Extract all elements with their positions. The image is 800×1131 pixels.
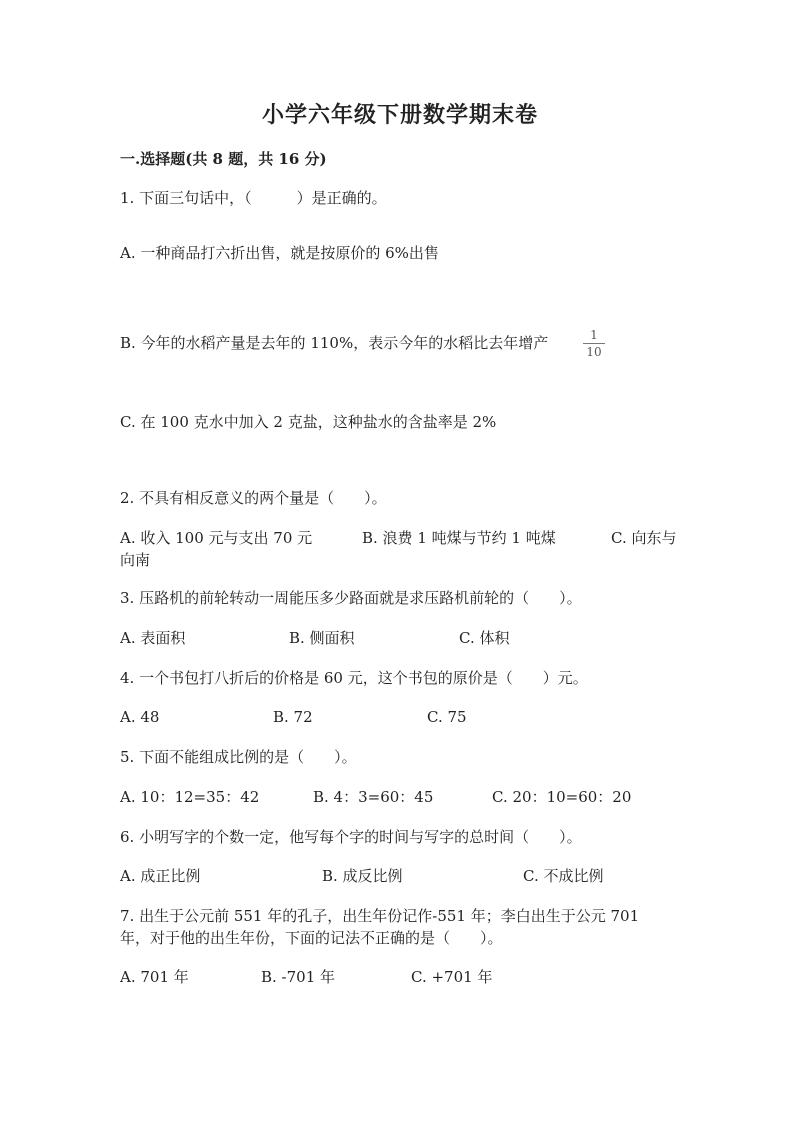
question-6-option-a: A. 成正比例: [120, 867, 201, 885]
question-2-option-c: C. 向东与: [611, 529, 677, 547]
question-1-option-c: C. 在 100 克水中加入 2 克盐，这种盐水的含盐率是 2%: [120, 413, 497, 431]
question-2-stem: 2. 不具有相反意义的两个量是（ ）。: [120, 489, 387, 507]
question-4-stem: 4. 一个书包打八折后的价格是 60 元，这个书包的原价是（ ）元。: [120, 669, 588, 687]
question-7-stem-line-2: 年，对于他的出生年份，下面的记法不正确的是（ ）。: [120, 929, 503, 947]
question-1-option-a: A. 一种商品打六折出售，就是按原价的 6%出售: [120, 244, 439, 262]
fraction-numerator: 1: [583, 328, 605, 344]
question-5-option-b: B. 4：3=60：45: [313, 788, 434, 806]
question-5-option-c: C. 20：10=60：20: [492, 788, 632, 806]
question-7-option-c: C. +701 年: [411, 968, 493, 986]
page-title: 小学六年级下册数学期末卷: [261, 102, 538, 128]
question-3-option-c: C. 体积: [459, 629, 510, 647]
question-6-stem: 6. 小明写字的个数一定，他写每个字的时间与写字的总时间（ ）。: [120, 828, 582, 846]
question-3-stem: 3. 压路机的前轮转动一周能压多少路面就是求压路机前轮的（ ）。: [120, 589, 582, 607]
question-6-option-b: B. 成反比例: [322, 867, 403, 885]
question-4-option-c: C. 75: [427, 708, 467, 726]
question-5-option-a: A. 10：12=35：42: [120, 788, 260, 806]
question-4-option-b: B. 72: [273, 708, 313, 726]
fraction-one-tenth: [583, 328, 605, 359]
question-7-stem-line-1: 7. 出生于公元前 551 年的孔子，出生年份记作-551 年；李白出生于公元 701: [120, 907, 640, 925]
fraction-denominator: 10: [586, 345, 602, 359]
question-6-option-c: C. 不成比例: [523, 867, 604, 885]
question-4-option-a: A. 48: [120, 708, 160, 726]
question-1-option-b: B. 今年的水稻产量是去年的 110%，表示今年的水稻比去年增产: [120, 334, 549, 352]
question-1-stem: 1. 下面三句话中，（ ）是正确的。: [120, 189, 387, 207]
question-7-option-b: B. -701 年: [261, 968, 336, 986]
question-3-option-b: B. 侧面积: [289, 629, 355, 647]
question-2-option-a: A. 收入 100 元与支出 70 元: [120, 529, 313, 547]
question-2-option-b: B. 浪费 1 吨煤与节约 1 吨煤: [362, 529, 556, 547]
question-7-option-a: A. 701 年: [120, 968, 189, 986]
section-heading: 一.选择题(共 8 题，共 16 分): [120, 150, 327, 168]
question-2-option-c-continued: 向南: [120, 551, 151, 569]
question-3-option-a: A. 表面积: [120, 629, 186, 647]
question-5-stem: 5. 下面不能组成比例的是（ ）。: [120, 748, 357, 766]
